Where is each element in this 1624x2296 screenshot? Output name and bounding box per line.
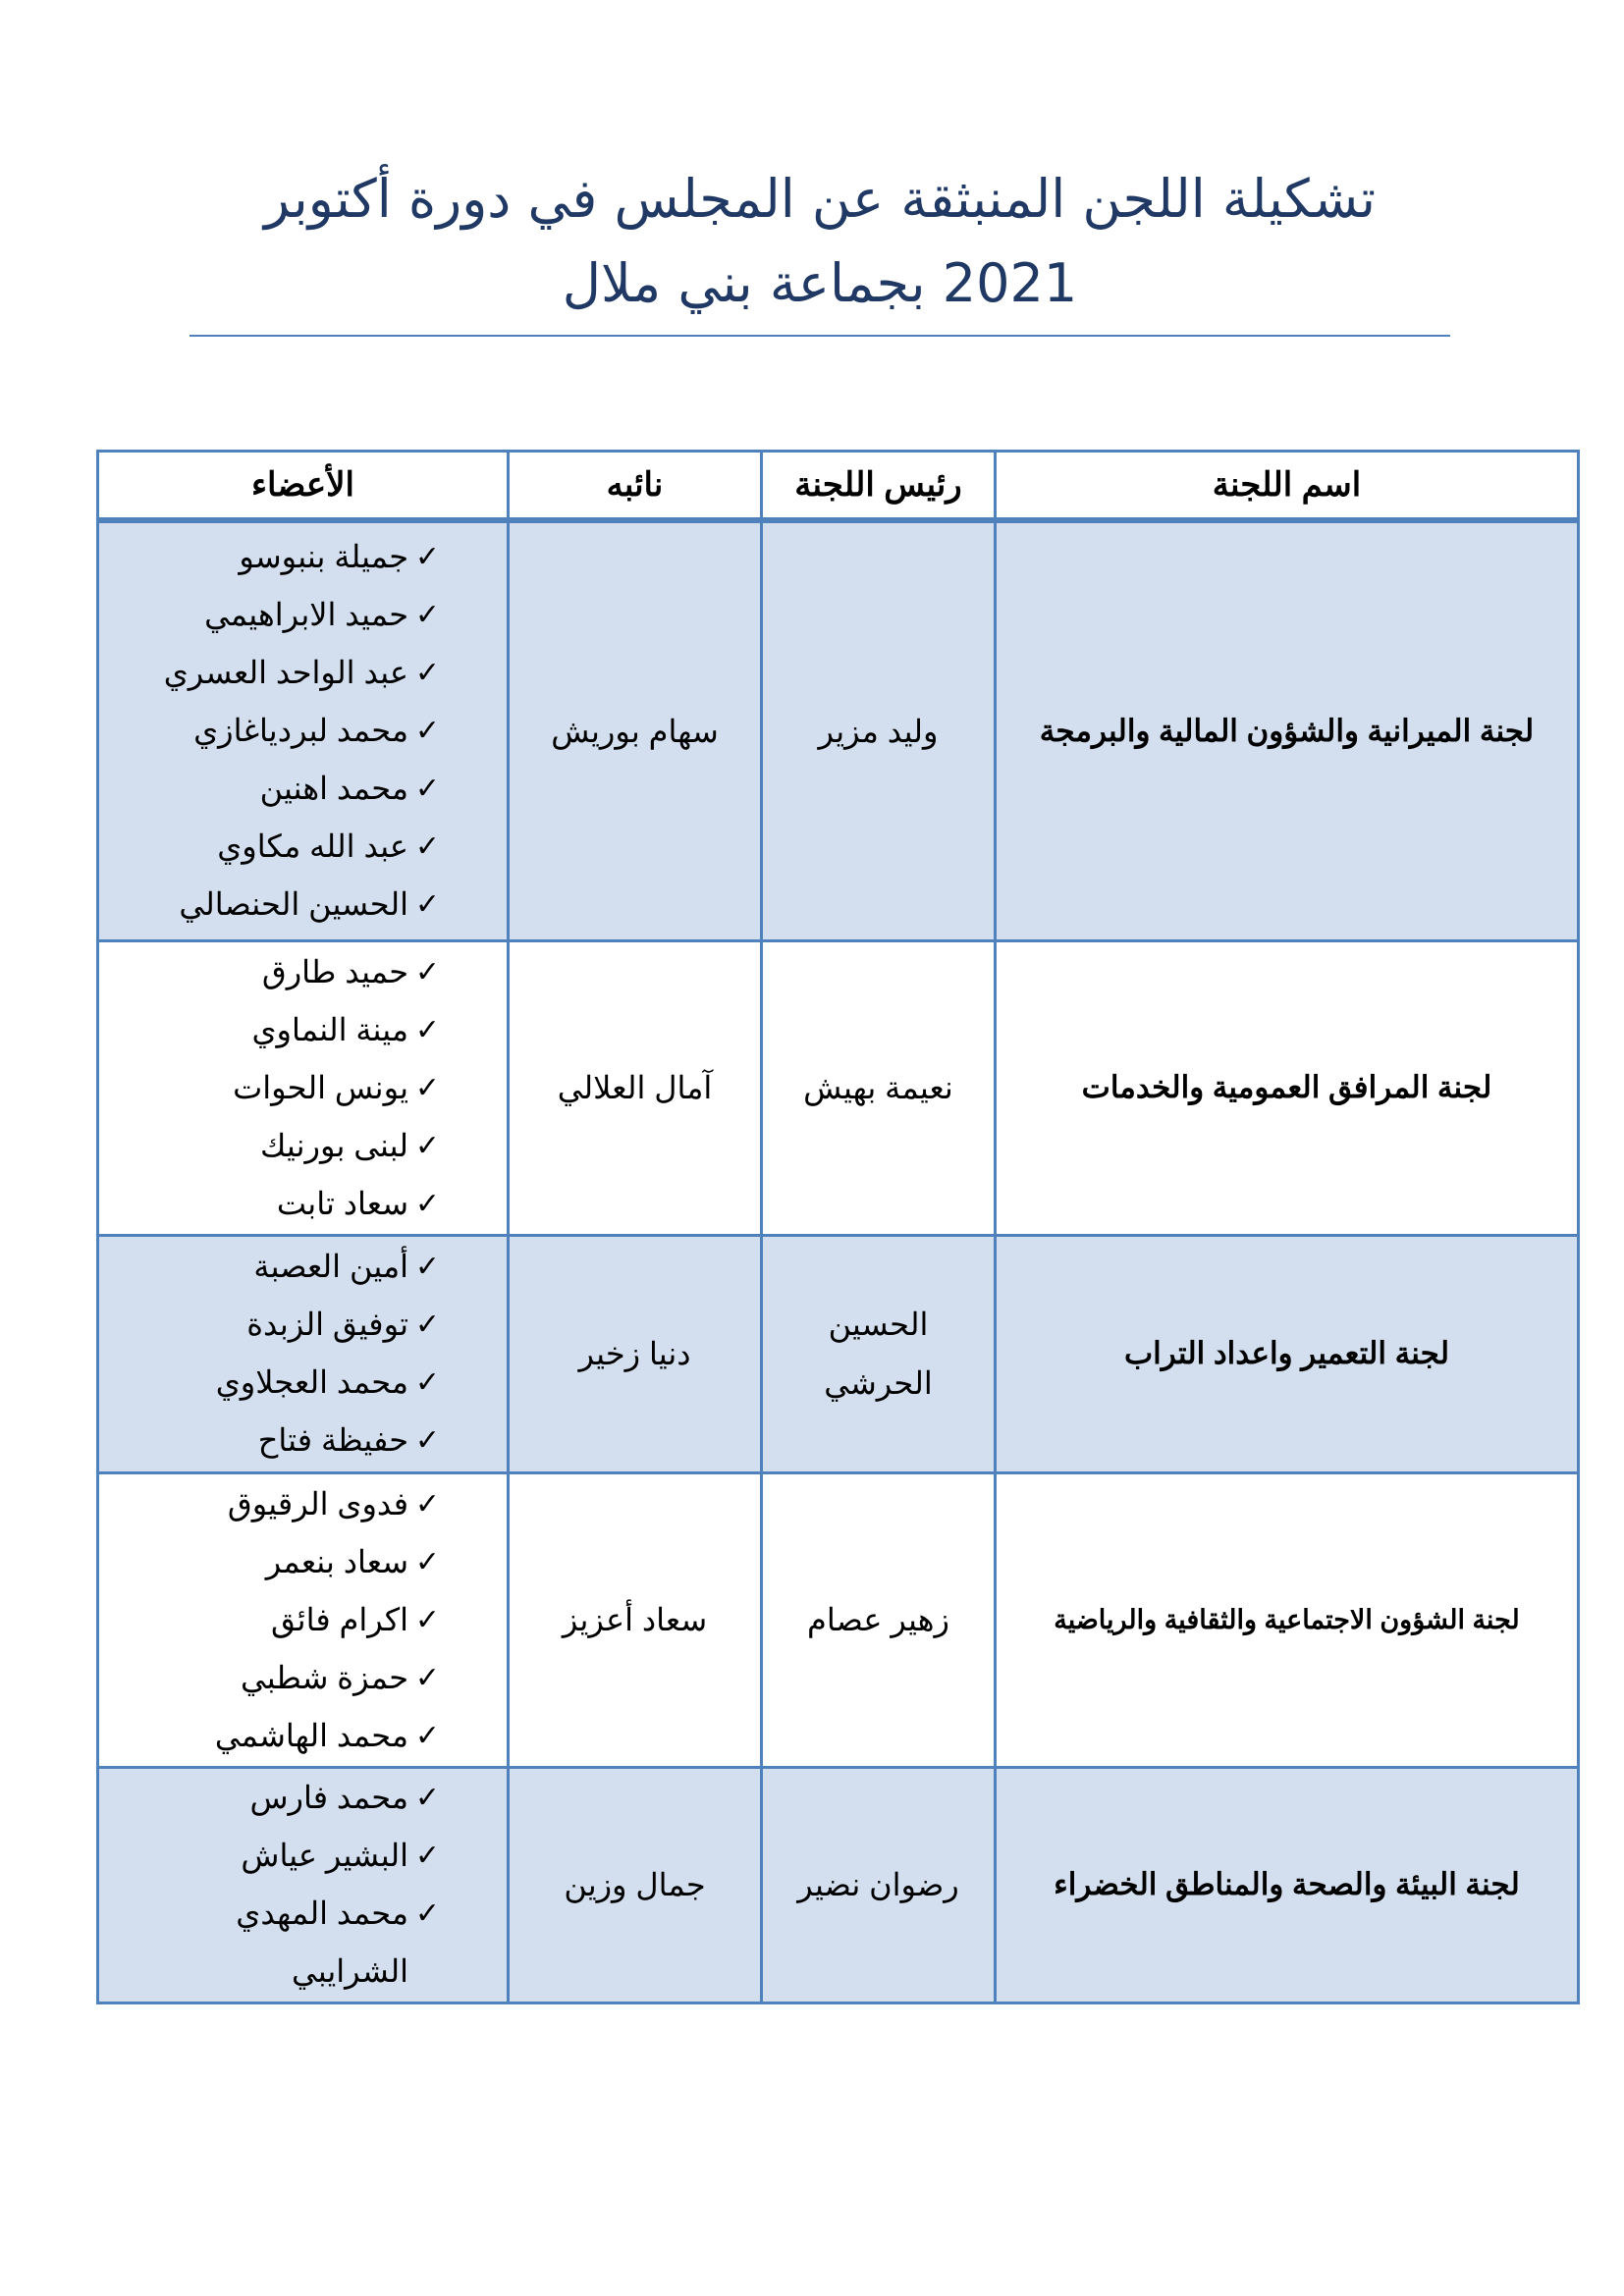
checkmark-icon: ✓	[414, 1781, 440, 1815]
member-name-line-2: الشرايبي	[292, 1953, 408, 1989]
checkmark-icon: ✓	[414, 714, 440, 749]
list-item	[99, 1533, 507, 1591]
member-name: محمد لبردياغازي	[193, 713, 408, 749]
chair-name-line-2: الحرشي	[824, 1365, 933, 1401]
checkmark-icon: ✓	[414, 1365, 440, 1400]
committee-name: لجنة البيئة والصحة والمناطق الخضراء	[996, 1767, 1579, 2002]
members-list	[99, 1769, 507, 2001]
committee-members	[98, 520, 509, 940]
committee-chair	[762, 1235, 996, 1472]
committee-name: لجنة الميرانية والشؤون المالية والبرمجة	[996, 520, 1579, 940]
title-line-2: 2021 بجماعة بني ملال	[562, 252, 1078, 314]
member-name: لبنى بورنيك	[259, 1127, 408, 1163]
checkmark-icon: ✓	[414, 829, 440, 865]
list-item	[99, 1769, 507, 1827]
checkmark-icon: ✓	[414, 1660, 440, 1695]
committee-deputy: جمال وزين	[509, 1767, 762, 2002]
member-name: حمزة شطبي	[241, 1659, 408, 1695]
table-header-row	[98, 452, 1579, 521]
member-name: حميد الابراهيمي	[204, 597, 408, 633]
member-name: يونس الحوات	[233, 1069, 408, 1105]
chair-name-line-1: الحسين	[828, 1307, 929, 1342]
committee-name: لجنة المرافق العمومية والخدمات	[996, 940, 1579, 1235]
table-row	[98, 1235, 1579, 1472]
list-item	[99, 528, 507, 586]
member-name: سعاد بنعمر	[265, 1543, 408, 1579]
list-item	[99, 702, 507, 760]
committee-deputy: دنيا زخير	[509, 1235, 762, 1472]
checkmark-icon: ✓	[414, 1423, 440, 1458]
list-item	[99, 876, 507, 934]
checkmark-icon: ✓	[414, 887, 440, 923]
committee-chair: زهير عصام	[762, 1472, 996, 1767]
list-item	[99, 1649, 507, 1707]
members-list	[99, 528, 507, 934]
page-title	[187, 157, 1453, 326]
list-item	[99, 1885, 507, 2001]
member-name: محمد اهنين	[259, 771, 408, 807]
committee-chair: نعيمة بهيش	[762, 940, 996, 1235]
checkmark-icon: ✓	[414, 1896, 440, 1931]
list-item	[99, 818, 507, 876]
table-row	[98, 1472, 1579, 1767]
member-name: الحسين الحنصالي	[179, 886, 408, 923]
checkmark-icon: ✓	[414, 1308, 440, 1342]
list-item	[99, 1238, 507, 1296]
member-name: مينة النماوي	[251, 1011, 408, 1047]
list-item	[99, 1001, 507, 1059]
member-name: سعاد تابت	[276, 1185, 408, 1221]
member-name: البشير عياش	[241, 1838, 408, 1873]
member-name: محمد العجلاوي	[215, 1364, 408, 1400]
title-line-1: تشكيلة اللجن المنبثقة عن المجلس في دورة أكتوبر	[263, 168, 1377, 230]
member-name: حميد طارق	[261, 953, 408, 989]
members-list	[99, 943, 507, 1233]
committees-table	[96, 450, 1580, 2004]
committee-members	[98, 1235, 509, 1472]
committee-name: لجنة الشؤون الاجتماعية والثقافية والرياضية	[996, 1472, 1579, 1767]
member-name: جميلة بنبوسو	[239, 539, 408, 575]
checkmark-icon: ✓	[414, 954, 440, 989]
list-item	[99, 1296, 507, 1354]
checkmark-icon: ✓	[414, 1602, 440, 1637]
committee-chair: وليد مزير	[762, 520, 996, 940]
title-underline	[189, 335, 1450, 337]
list-item	[99, 1117, 507, 1175]
header-members: الأعضاء	[98, 452, 509, 521]
members-list	[99, 1238, 507, 1469]
member-name: توفيق الزبدة	[246, 1307, 408, 1342]
list-item	[99, 586, 507, 644]
checkmark-icon: ✓	[414, 1070, 440, 1105]
list-item	[99, 1412, 507, 1469]
member-name-line-1: محمد المهدي	[236, 1896, 408, 1931]
header-chair: رئيس اللجنة	[762, 452, 996, 521]
member-name: عبد الله مكاوي	[217, 828, 408, 865]
member-name: محمد الهاشمي	[214, 1717, 408, 1753]
list-item	[99, 943, 507, 1001]
committee-deputy: سهام بوريش	[509, 520, 762, 940]
checkmark-icon: ✓	[414, 656, 440, 691]
table-row	[98, 940, 1579, 1235]
checkmark-icon: ✓	[414, 1839, 440, 1873]
checkmark-icon: ✓	[414, 1250, 440, 1284]
member-name: حفيظة فتاح	[257, 1422, 408, 1458]
list-item	[99, 644, 507, 702]
list-item	[99, 1827, 507, 1885]
list-item	[99, 1059, 507, 1117]
committee-name: لجنة التعمير واعداد التراب	[996, 1235, 1579, 1472]
committee-members	[98, 940, 509, 1235]
table-row	[98, 1767, 1579, 2002]
member-name: أمين العصبة	[253, 1249, 408, 1284]
member-name: محمد فارس	[249, 1780, 408, 1815]
checkmark-icon: ✓	[414, 540, 440, 575]
header-deputy: نائبه	[509, 452, 762, 521]
list-item	[99, 760, 507, 818]
checkmark-icon: ✓	[414, 598, 440, 633]
checkmark-icon: ✓	[414, 772, 440, 807]
list-item	[99, 1707, 507, 1765]
checkmark-icon: ✓	[414, 1128, 440, 1163]
members-list	[99, 1475, 507, 1765]
member-name: عبد الواحد العسري	[163, 655, 408, 691]
checkmark-icon: ✓	[414, 1718, 440, 1753]
checkmark-icon: ✓	[414, 1544, 440, 1579]
committee-deputy: آمال العلالي	[509, 940, 762, 1235]
header-committee-name: اسم اللجنة	[996, 452, 1579, 521]
list-item	[99, 1475, 507, 1533]
table-row	[98, 520, 1579, 940]
list-item	[99, 1591, 507, 1649]
list-item	[99, 1175, 507, 1233]
committee-chair: رضوان نضير	[762, 1767, 996, 2002]
member-name: اكرام فائق	[270, 1601, 408, 1637]
committee-deputy: سعاد أعزيز	[509, 1472, 762, 1767]
member-name: فدوى الرقيوق	[227, 1485, 408, 1522]
checkmark-icon: ✓	[414, 1186, 440, 1221]
checkmark-icon: ✓	[414, 1012, 440, 1047]
checkmark-icon: ✓	[414, 1486, 440, 1522]
list-item	[99, 1354, 507, 1412]
committee-members	[98, 1767, 509, 2002]
committee-members	[98, 1472, 509, 1767]
